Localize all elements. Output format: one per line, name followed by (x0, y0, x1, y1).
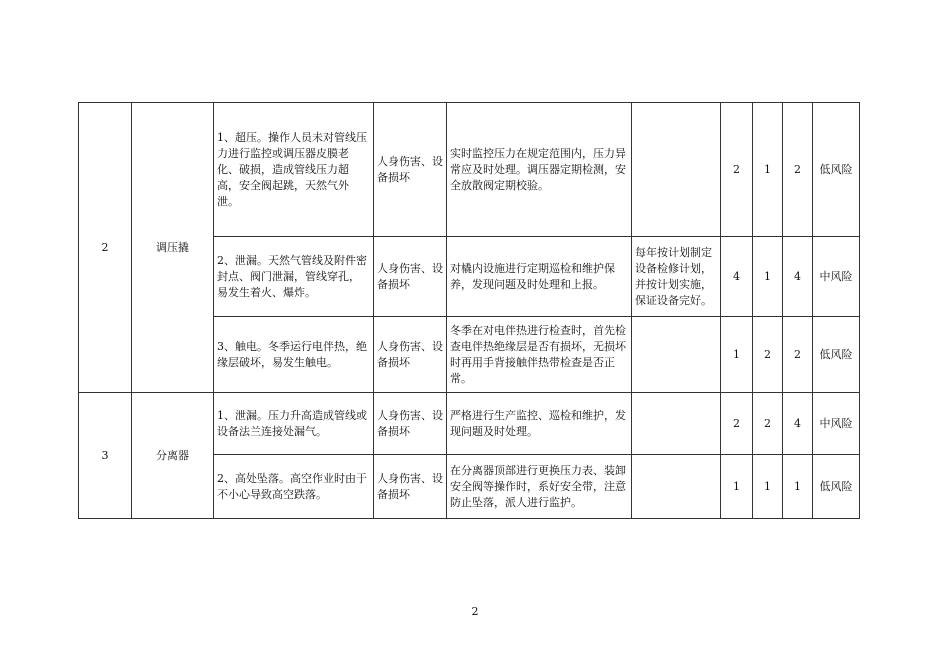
risk-level: 中风险 (813, 393, 860, 455)
consequence: 人身伤害、设备损坏 (374, 317, 447, 393)
row-number: 2 (79, 103, 132, 393)
management-plan (632, 317, 721, 393)
severity-value: 2 (753, 393, 783, 455)
risk-assessment-table (78, 102, 860, 519)
management-plan (632, 455, 721, 519)
hazard-description: 1、泄漏。压力升高造成管线或设备法兰连接处漏气。 (214, 393, 374, 455)
management-plan (632, 393, 721, 455)
risk-level: 中风险 (813, 237, 860, 317)
risk-level: 低风险 (813, 317, 860, 393)
control-measure: 严格进行生产监控、巡检和维护，发现问题及时处理。 (447, 393, 632, 455)
control-measure: 冬季在对电伴热进行检查时，首先检查电伴热绝缘层是否有损坏，无损坏时再用手背接触伴热带检查是否正常。 (447, 317, 632, 393)
risk-level: 低风险 (813, 455, 860, 519)
hazard-description: 2、泄漏。天然气管线及附件密封点、阀门泄漏，管线穿孔，易发生着火、爆炸。 (214, 237, 374, 317)
page-number: 2 (471, 605, 479, 618)
equipment-name: 调压撬 (132, 103, 214, 393)
table-row (79, 103, 860, 237)
management-plan: 每年按计划制定设备检修计划，并按计划实施，保证设备完好。 (632, 237, 721, 317)
risk-value: 1 (783, 455, 813, 519)
consequence: 人身伤害、设备损坏 (374, 393, 447, 455)
likelihood-value: 2 (721, 393, 753, 455)
severity-value: 1 (753, 455, 783, 519)
likelihood-value: 1 (721, 455, 753, 519)
control-measure: 对橇内设施进行定期巡检和维护保养，发现问题及时处理和上报。 (447, 237, 632, 317)
consequence: 人身伤害、设备损坏 (374, 103, 447, 237)
severity-value: 1 (753, 103, 783, 237)
likelihood-value: 1 (721, 317, 753, 393)
control-measure: 实时监控压力在规定范围内，压力异常应及时处理。调压器定期检测，安全放散阀定期校验。 (447, 103, 632, 237)
control-measure: 在分离器顶部进行更换压力表、装卸安全阀等操作时，系好安全带，注意防止坠落，派人进行监护。 (447, 455, 632, 519)
severity-value: 1 (753, 237, 783, 317)
risk-value: 4 (783, 237, 813, 317)
table-row (79, 393, 860, 455)
management-plan (632, 103, 721, 237)
row-number: 3 (79, 393, 132, 519)
risk-value: 2 (783, 103, 813, 237)
consequence: 人身伤害、设备损坏 (374, 237, 447, 317)
risk-level: 低风险 (813, 103, 860, 237)
severity-value: 2 (753, 317, 783, 393)
consequence: 人身伤害、设备损坏 (374, 455, 447, 519)
risk-value: 2 (783, 317, 813, 393)
hazard-description: 3、触电。冬季运行电伴热，绝缘层破坏，易发生触电。 (214, 317, 374, 393)
risk-value: 4 (783, 393, 813, 455)
equipment-name: 分离器 (132, 393, 214, 519)
hazard-description: 2、高处坠落。高空作业时由于不小心导致高空跌落。 (214, 455, 374, 519)
hazard-description: 1、超压。操作人员未对管线压力进行监控或调压器皮膜老化、破损，造成管线压力超高，安全阀起跳，天然气外泄。 (214, 103, 374, 237)
likelihood-value: 2 (721, 103, 753, 237)
likelihood-value: 4 (721, 237, 753, 317)
